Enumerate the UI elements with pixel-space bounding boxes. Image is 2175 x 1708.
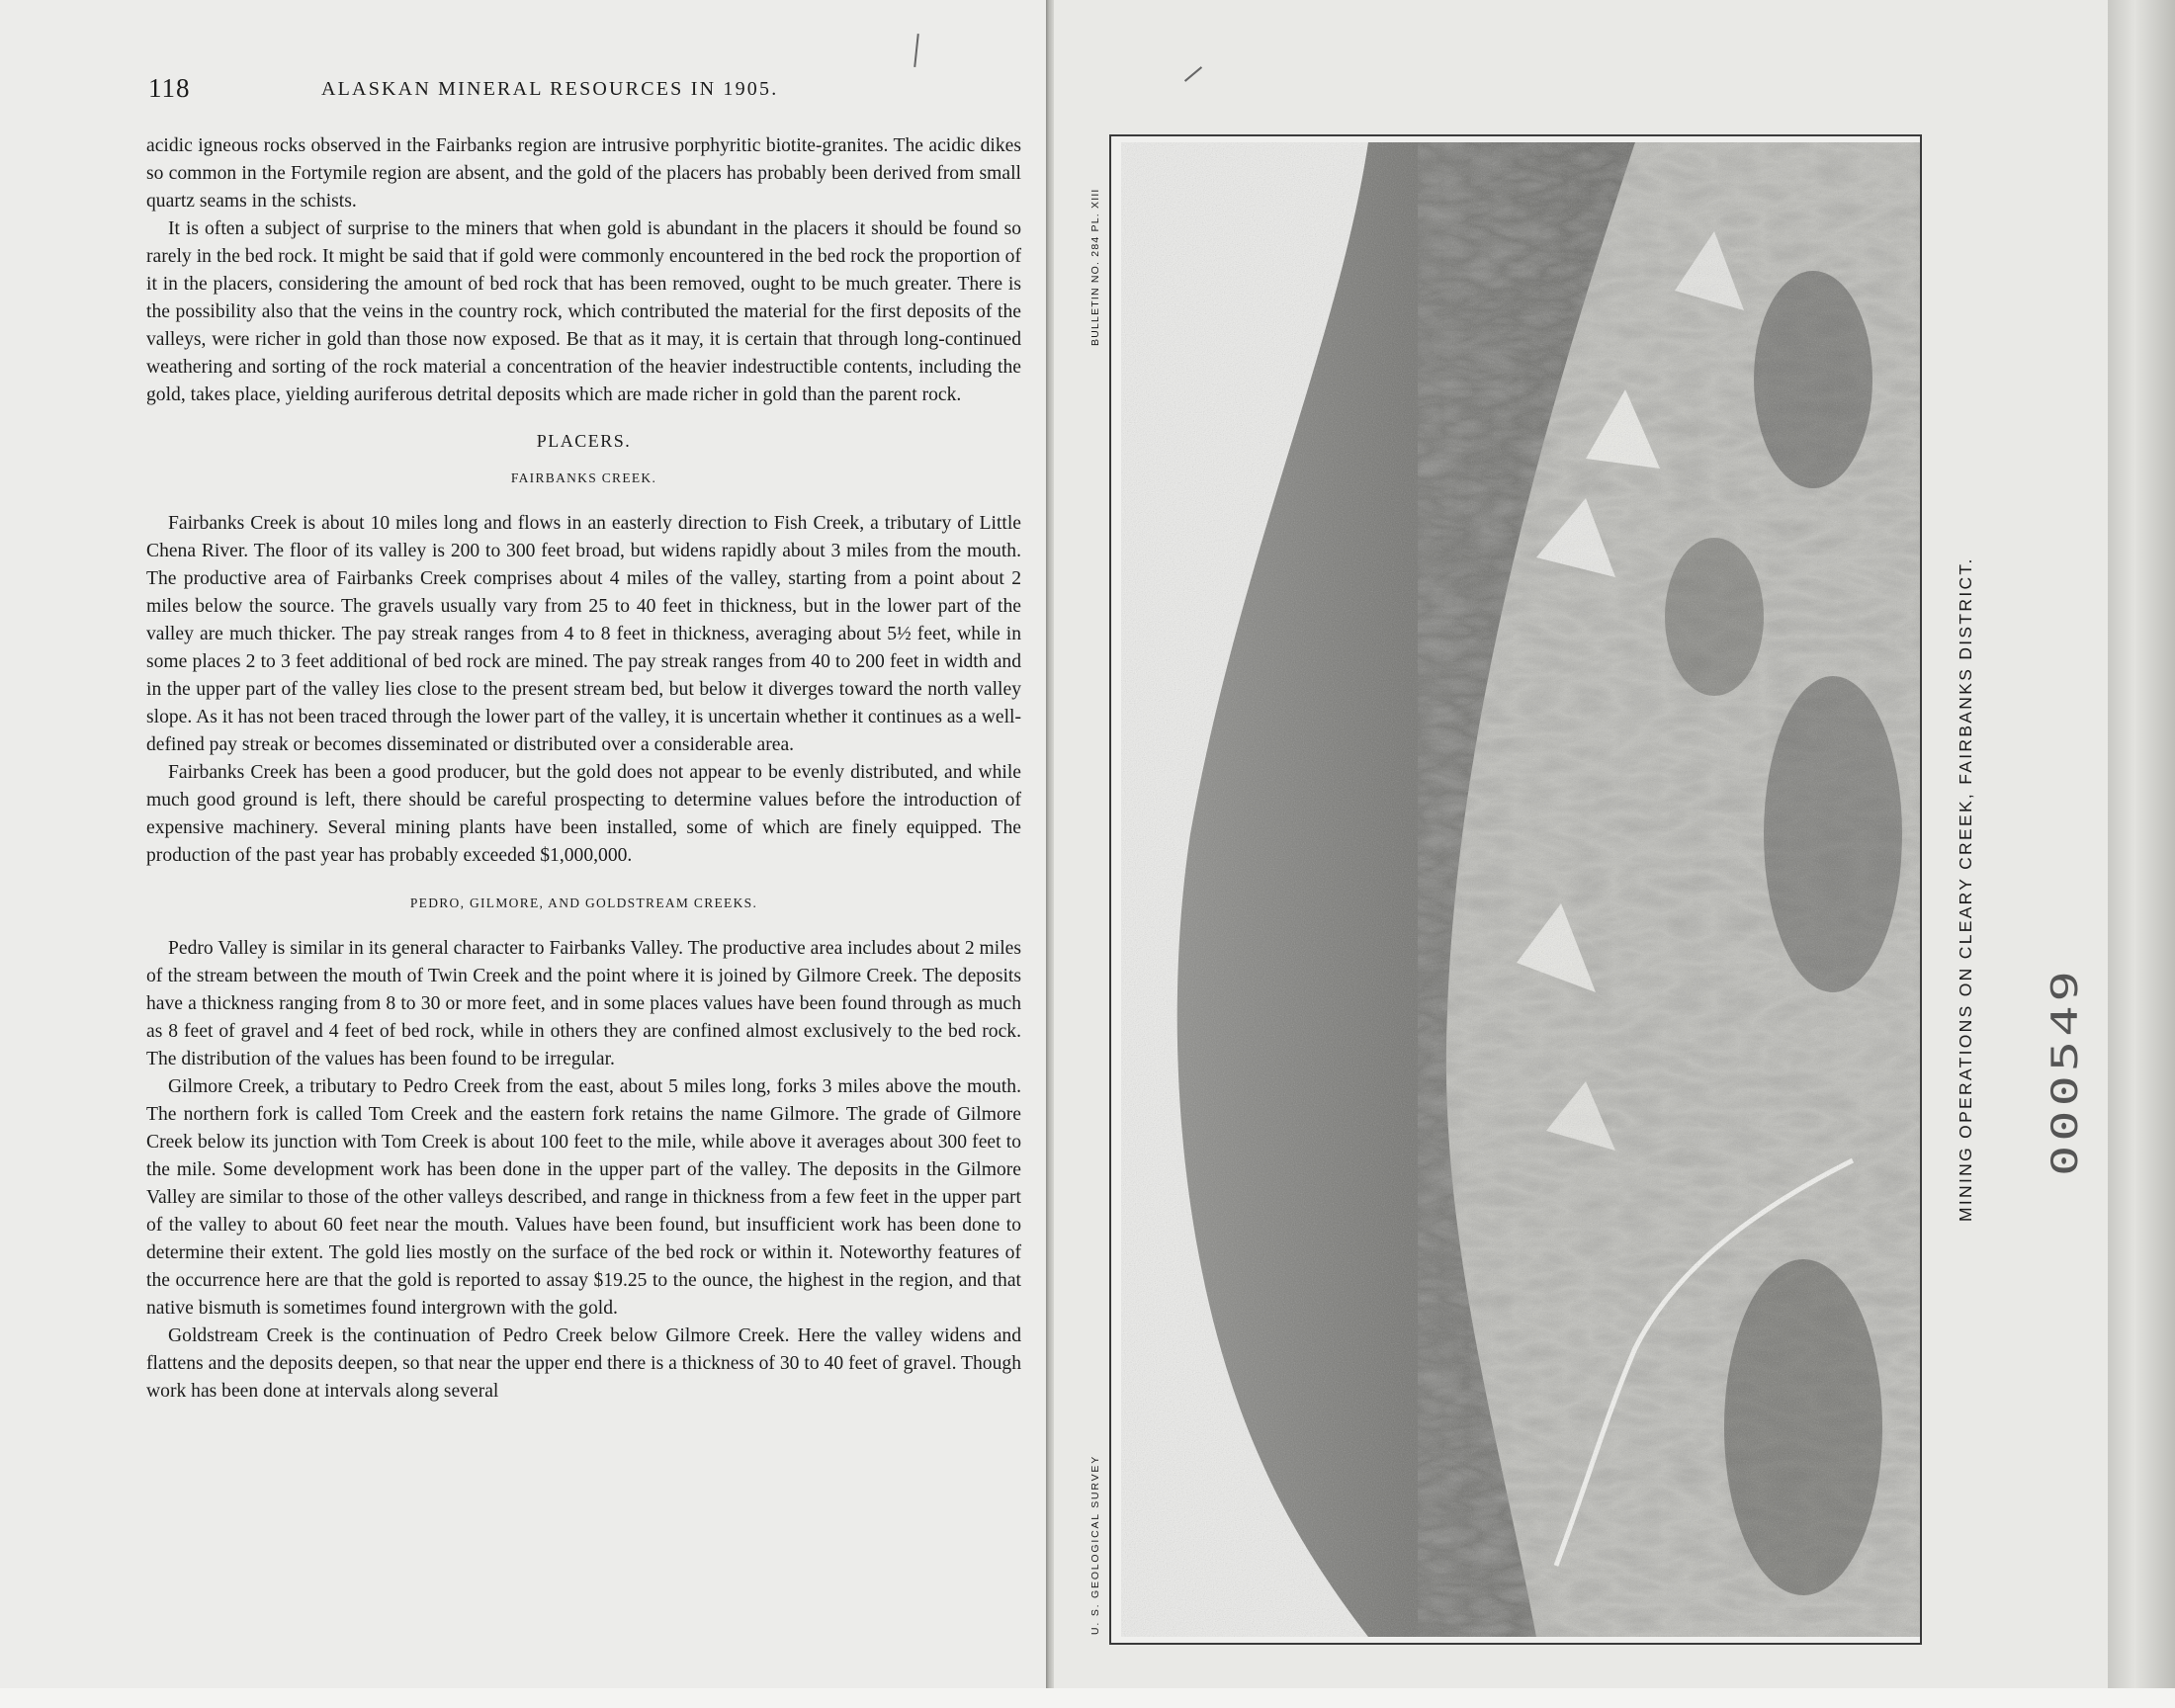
page-edge xyxy=(2108,0,2175,1688)
page-header xyxy=(148,73,1018,113)
photograph-illustration xyxy=(1121,142,1920,1637)
paragraph: acidic igneous rocks observed in the Fairbanks region are intrusive porphyritic biotite-granites. The acidic dikes so common in the Fortymile region are absent, and the gold of the placers has probably been derived from small quartz seams in the schists. xyxy=(146,135,1021,212)
paragraph: Fairbanks Creek is about 10 miles long and flows in an easterly direction to Fish Creek, a tributary of Little Chena River. The floor of its valley is 200 to 300 feet broad, but widens rapidly about 3 miles from the mouth. The productive area of Fairbanks Creek comprises about 4 miles of the valley, starting from a point about 2 miles below the source. The gravels usually vary from 25 to 40 feet in thickness, but in the lower part of the valley are much thicker. The pay streak ranges from 4 to 8 feet in thickness, averaging about 5½ feet, while in some places 2 to 3 feet additional of bed rock are mined. The pay streak ranges from 40 to 200 feet in width and in the upper part of the valley lies close to the present stream bed, but below it diverges toward the north valley slope. As it has not been traced through the lower part of the valley, it is uncertain whether it continues as a well-defined pay streak or becomes disseminated or distributed over a considerable area. xyxy=(146,513,1021,755)
subheading: PEDRO, GILMORE, AND GOLDSTREAM CREEKS. xyxy=(409,896,758,910)
survey-label: U. S. GEOLOGICAL SURVEY xyxy=(1089,1454,1101,1635)
paragraph: Gilmore Creek, a tributary to Pedro Creek from the east, about 5 miles long, forks 3 miles above the mouth. The northern fork is called Tom Creek and the eastern fork retains the name Gilmore. The grade of Gilmore Creek below its junction with Tom Creek is about 100 feet to the mile, while above it averages about 300 feet to the mile. Some development work has been done in the upper part of the valley. The deposits in the Gilmore Valley are similar to those of the other valleys described, and range in thickness from a few feet in the upper part of the valley to about 60 feet near the mouth. Values have been found, but insufficient work has been done to determine their extent. The gold lies mostly on the surface of the bed rock or within it. Noteworthy features of the occurrence here are that the gold is reported to assay $19.25 to the ounce, the highest in the region, and that native bismuth is sometimes found intergrown with the gold. xyxy=(146,1076,1021,1319)
book-gutter xyxy=(1046,0,1054,1688)
paragraph: It is often a subject of surprise to the miners that when gold is abundant in the placers it should be found so rarely in the bed rock. It might be said that if gold were commonly encountered in the bed rock the proportion of it in the placers, considering the amount of bed rock that has been removed, ought to be much greater. There is the possibility also that the veins in the country rock, which contributed the material for the first deposits of the valleys, were richer in gold than those now exposed. Be that as it may, it is certain that through long-continued weathering and sorting of the rock material a concentration of the heavier indestructible contents, including the gold, takes place, yielding auriferous detrital deposits which are made richer in gold than the parent rock. xyxy=(146,218,1021,405)
paragraph: Pedro Valley is similar in its general character to Fairbanks Valley. The productive area includes about 2 miles of the stream between the mouth of Twin Creek and the point where it is joined by Gilmore Creek. The deposits have a thickness ranging from 8 to 30 or more feet, and in some places values have been found through as much as 8 feet of gravel and 4 feet of bed rock, while in others they are confined almost exclusively to the bed rock. The distribution of the values has been found to be irregular. xyxy=(146,938,1021,1069)
paragraph: Fairbanks Creek has been a good producer, but the gold does not appear to be evenly distributed, and while much good ground is left, there should be careful prospecting to determine values before the introduction of expensive machinery. Several mining plants have been installed, some of which are finely equipped. The production of the past year has probably exceeded $1,000,000. xyxy=(146,762,1021,866)
running-head: ALASKAN MINERAL RESOURCES IN 1905. xyxy=(321,78,779,100)
section-heading: PLACERS. xyxy=(536,431,632,451)
scan-bottom-margin xyxy=(0,1688,2175,1708)
plate-photograph xyxy=(1121,142,1920,1637)
page-number: 118 xyxy=(148,73,191,103)
bulletin-label: BULLETIN NO. 284 PL. XIII xyxy=(1089,188,1101,346)
subheading: FAIRBANKS CREEK. xyxy=(510,470,657,485)
archive-stamp-number: 000549 xyxy=(2044,967,2086,1176)
paragraph: Goldstream Creek is the continuation of Pedro Creek below Gilmore Creek. Here the valley widens and flattens and the deposits deepen, so that near the upper end there is a thickness of 30 to 40 feet of gravel. Though work has been done at intervals along several xyxy=(146,1325,1021,1402)
plate-caption: MINING OPERATIONS ON CLEARY CREEK, FAIRBANKS DISTRICT. xyxy=(1956,556,1975,1222)
body-text xyxy=(146,132,1021,1406)
